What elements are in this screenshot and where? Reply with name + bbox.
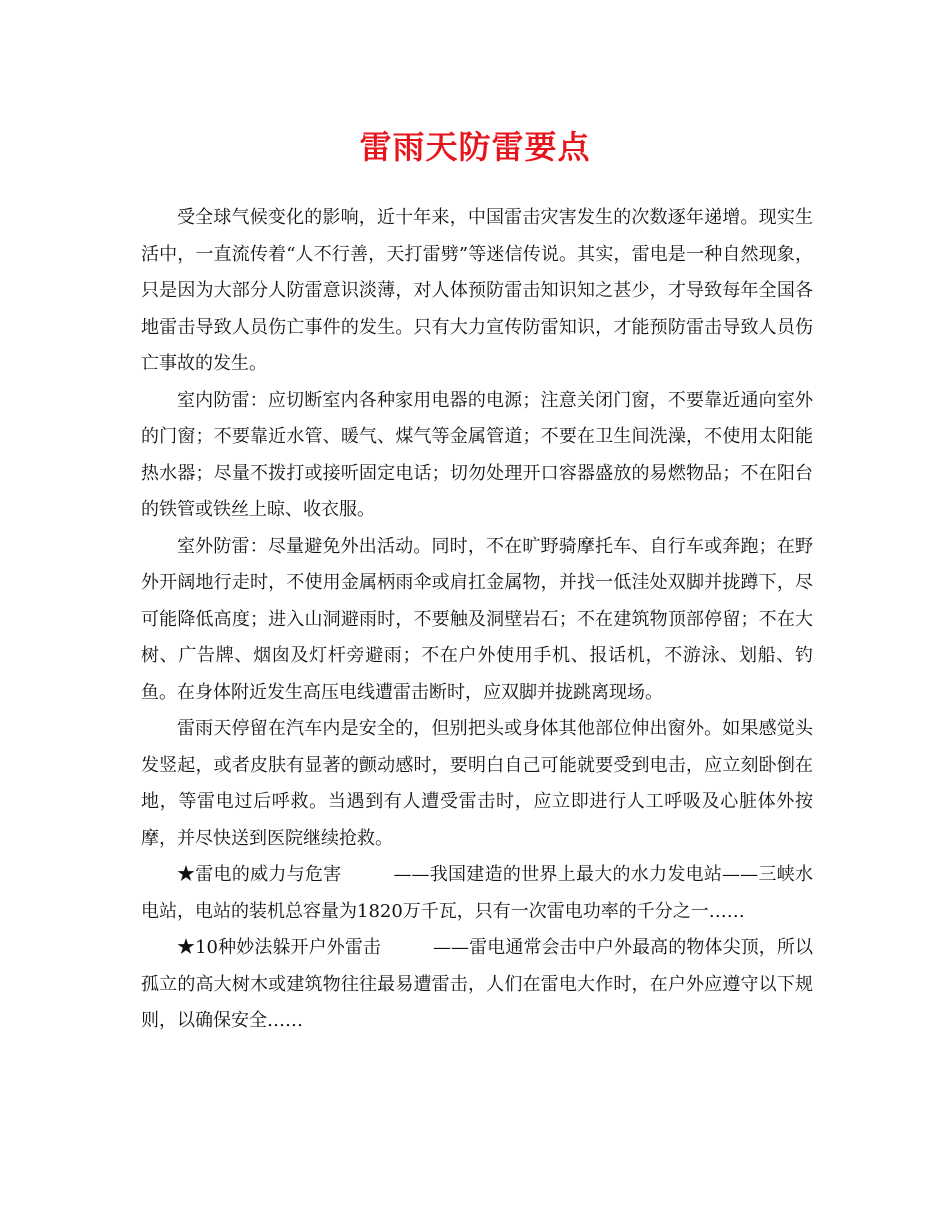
related-item-summary: ——我国建造的世界上最大的水力发电站——三峡水电站，电站的装机总容量为1820万千瓦，只有一次雷电功率的千分之一……	[141, 864, 813, 922]
page-title: 雷雨天防雷要点	[359, 128, 591, 166]
paragraph-indoor: 室内防雷：应切断室内各种家用电器的电源；注意关闭门窗，不要靠近通向室外的门窗；不要靠近水管、暖气、煤气等金属管道；不要在卫生间洗澡，不使用太阳能热水器；尽量不拨打或接听固定电话；切勿处理开口容器盛放的易燃物品；不在阳台的铁管或铁丝上晾、收衣服。	[141, 389, 813, 520]
related-item-avoid-lightning[interactable]	[141, 930, 813, 1040]
document-body	[141, 200, 813, 1040]
related-item-summary: ——雷电通常会击中户外最高的物体尖顶，所以孤立的高大树木或建筑物往往最易遭雷击，人们在雷电大作时，在户外应遵守以下规则，以确保安全……	[141, 937, 814, 1031]
related-item-heading[interactable]: ★雷电的威力与危害	[177, 864, 342, 885]
related-item-lightning-power[interactable]	[141, 857, 813, 930]
related-item-heading[interactable]: ★10种妙法躲开户外雷击	[177, 937, 382, 958]
paragraph-intro: 受全球气候变化的影响，近十年来，中国雷击灾害发生的次数逐年递增。现实生活中，一直流传着“人不行善，天打雷劈”等迷信传说。其实，雷电是一种自然现象，只是因为大部分人防雷意识淡薄，对人体预防雷击知识知之甚少，才导致每年全国各地雷击导致人员伤亡事件的发生。只有大力宣传防雷知识，才能预防雷击导致人员伤亡事故的发生。	[141, 207, 813, 374]
paragraph-outdoor: 室外防雷：尽量避免外出活动。同时，不在旷野骑摩托车、自行车或奔跑；在野外开阔地行走时，不使用金属柄雨伞或肩扛金属物，并找一低洼处双脚并拢蹲下，尽可能降低高度；进入山洞避雨时，不要触及洞壁岩石；不在建筑物顶部停留；不在大树、广告牌、烟囱及灯杆旁避雨；不在户外使用手机、报话机，不游泳、划船、钓鱼。在身体附近发生高压电线遭雷击断时，应双脚并拢跳离现场。	[141, 535, 813, 703]
paragraph-car-safety: 雷雨天停留在汽车内是安全的，但别把头或身体其他部位伸出窗外。如果感觉头发竖起，或者皮肤有显著的颤动感时，要明白自己可能就要受到电击，应立刻卧倒在地，等雷电过后呼救。当遇到有人遭受雷击时，应立即进行人工呼吸及心脏体外按摩，并尽快送到医院继续抢救。	[141, 718, 813, 849]
